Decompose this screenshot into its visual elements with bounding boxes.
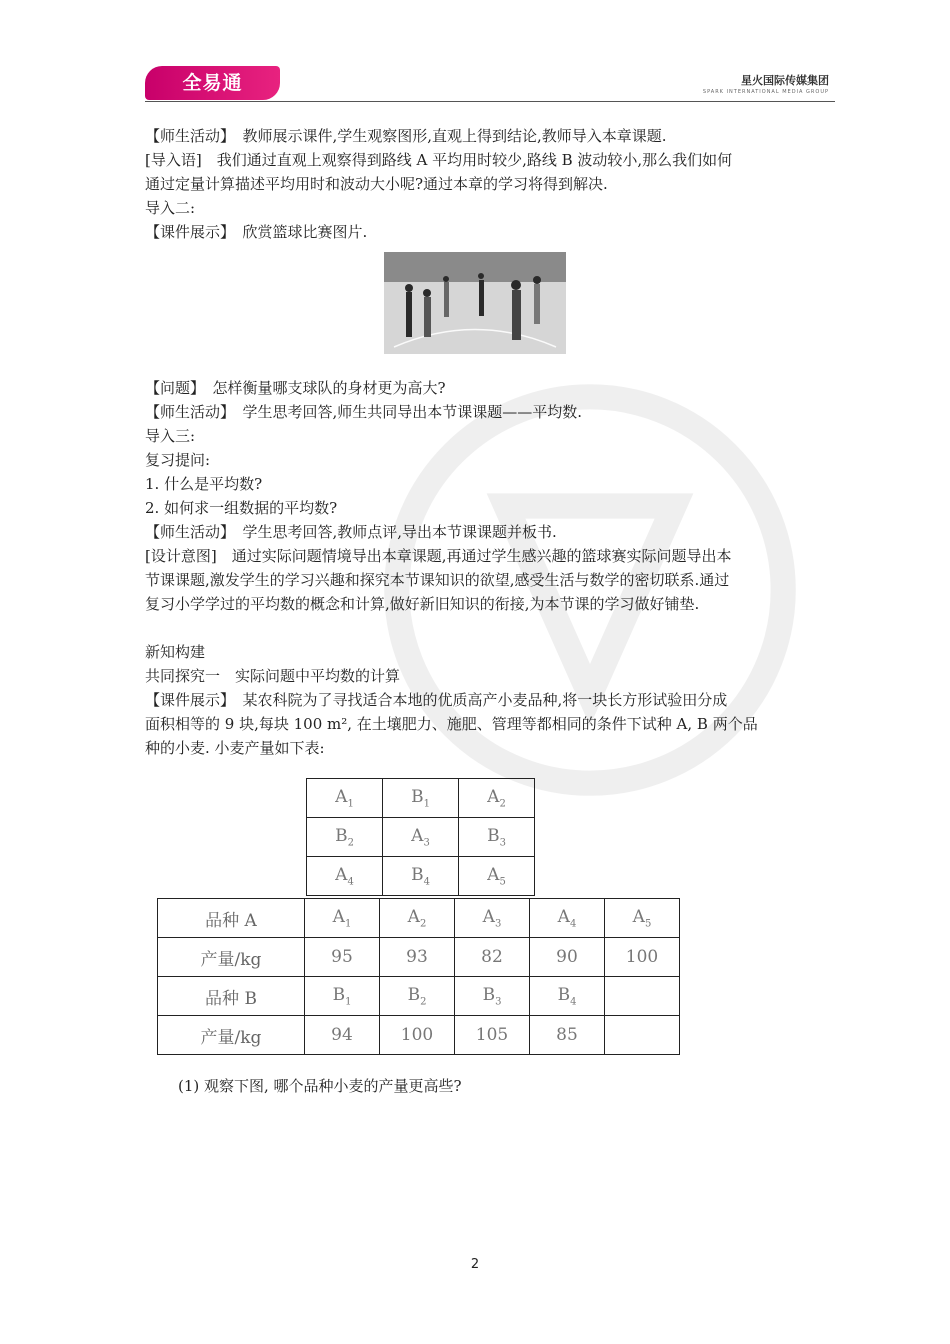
plot-cell: $B_1$ xyxy=(383,779,459,818)
text-line: 节课课题,激发学生的学习兴趣和探究本节课知识的欲望,感受生活与数学的密切联系.通过 xyxy=(145,571,730,589)
table-cell: 105 xyxy=(455,1016,530,1055)
plot-cell: $A_2$ xyxy=(459,779,535,818)
plot-cell: $A_5$ xyxy=(459,857,535,896)
table-cell: $B_2$ xyxy=(380,977,455,1016)
text-line: 【课件展示】 某农科院为了寻找适合本地的优质高产小麦品种,将一块长方形试验田分成 xyxy=(145,691,728,709)
publisher-name-cn: 星火国际传媒集团 xyxy=(741,74,829,87)
table-cell: $A_3$ xyxy=(455,899,530,938)
text-line: 复习小学学过的平均数的概念和计算,做好新旧知识的衔接,为本节课的学习做好铺垫. xyxy=(145,595,700,613)
row-header: 品种 A xyxy=(158,899,305,938)
question-text: (1) 观察下图, 哪个品种小麦的产量更高些? xyxy=(178,1077,462,1095)
text-line: 导入二: xyxy=(145,199,196,217)
text-line: 种的小麦. 小麦产量如下表: xyxy=(145,739,325,757)
plot-cell: $A_4$ xyxy=(307,857,383,896)
table-cell: $A_2$ xyxy=(380,899,455,938)
table-cell: $B_4$ xyxy=(530,977,605,1016)
publisher-name-en: SPARK INTERNATIONAL MEDIA GROUP xyxy=(702,89,829,95)
photo-container xyxy=(145,252,810,372)
text-line: 新知构建 xyxy=(145,643,206,661)
table-cell: 100 xyxy=(380,1016,455,1055)
plot-cell: $A_1$ xyxy=(307,779,383,818)
row-header: 产量/kg xyxy=(158,1016,305,1055)
row-header: 产量/kg xyxy=(158,938,305,977)
plot-cell: $A_3$ xyxy=(383,818,459,857)
table-cell: $A_5$ xyxy=(605,899,680,938)
lesson-body xyxy=(145,124,810,760)
table-cell: 90 xyxy=(530,938,605,977)
text-line: 面积相等的 9 块,每块 100 m², 在土壤肥力、施肥、管理等都相同的条件下试种 A, B 两个品 xyxy=(145,715,758,733)
plot-layout-table xyxy=(306,778,535,896)
text-line: 共同探究一 实际问题中平均数的计算 xyxy=(145,667,401,685)
text-line: 导入三: xyxy=(145,427,196,445)
table-cell: $A_1$ xyxy=(305,899,380,938)
text-line: [设计意图] 通过实际问题情境导出本章课题,再通过学生感兴趣的篮球赛实际问题导出本 xyxy=(145,547,732,565)
quanyitong-logo: 全易通 xyxy=(145,66,280,100)
table-row xyxy=(158,977,680,1016)
publisher-brand xyxy=(703,72,829,95)
header-divider xyxy=(145,101,835,102)
text-line: 1. 什么是平均数? xyxy=(145,475,263,493)
table-cell: 95 xyxy=(305,938,380,977)
text-line: 【师生活动】 教师展示课件,学生观察图形,直观上得到结论,教师导入本章课题. xyxy=(145,127,667,145)
page-header xyxy=(145,66,835,106)
table-cell: 100 xyxy=(605,938,680,977)
table-cell: 82 xyxy=(455,938,530,977)
table-cell xyxy=(605,1016,680,1055)
table-cell: $B_3$ xyxy=(455,977,530,1016)
text-line: 【课件展示】 欣赏篮球比赛图片. xyxy=(145,223,368,241)
text-line: [导入语] 我们通过直观上观察得到路线 A 平均用时较少,路线 B 波动较小,那么我们如何 xyxy=(145,151,733,169)
table-row xyxy=(158,899,680,938)
text-line: 2. 如何求一组数据的平均数? xyxy=(145,499,338,517)
table-cell: $A_4$ xyxy=(530,899,605,938)
plot-cell: $B_3$ xyxy=(459,818,535,857)
table-cell: 93 xyxy=(380,938,455,977)
table-cell: 94 xyxy=(305,1016,380,1055)
text-line: 【问题】 怎样衡量哪支球队的身材更为高大? xyxy=(145,379,446,397)
text-line: 【师生活动】 学生思考回答,教师点评,导出本节课课题并板书. xyxy=(145,523,557,541)
row-header: 品种 B xyxy=(158,977,305,1016)
basketball-photo-drawing xyxy=(384,252,566,354)
text-line: 复习提问: xyxy=(145,451,211,469)
text-line: 通过定量计算描述平均用时和波动大小呢?通过本章的学习将得到解决. xyxy=(145,175,608,193)
plot-cell: $B_4$ xyxy=(383,857,459,896)
page-number: 2 xyxy=(470,1257,480,1272)
table-row xyxy=(158,938,680,977)
table-cell xyxy=(605,977,680,1016)
table-cell: 85 xyxy=(530,1016,605,1055)
plot-cell: $B_2$ xyxy=(307,818,383,857)
basketball-game-photo xyxy=(384,252,566,354)
yield-table xyxy=(157,898,680,1055)
table-row xyxy=(158,1016,680,1055)
table-cell: $B_1$ xyxy=(305,977,380,1016)
text-line: 【师生活动】 学生思考回答,师生共同导出本节课课题——平均数. xyxy=(145,403,583,421)
